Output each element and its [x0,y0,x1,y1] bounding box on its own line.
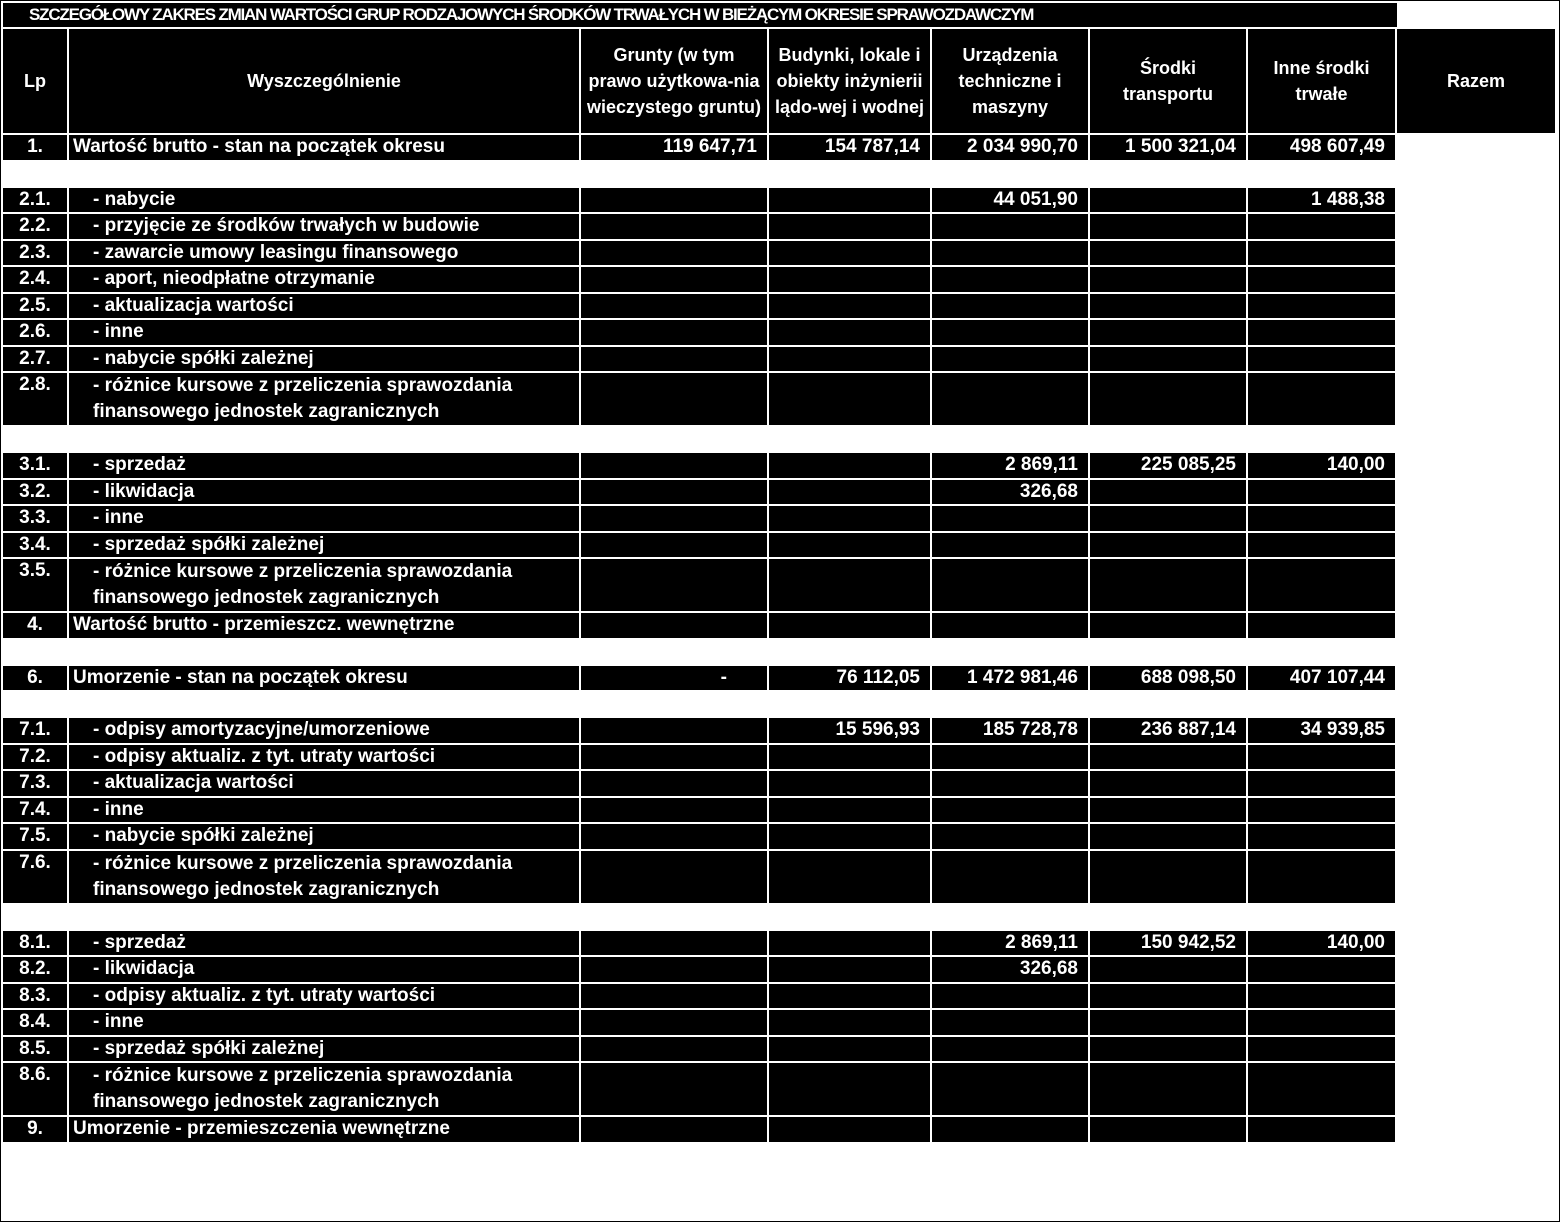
cell-other-assets: 140,00 [1248,931,1395,956]
table-row [3,480,1555,505]
cell-total-empty [1397,718,1555,743]
table-row [3,931,1555,956]
cell-transport [1090,1010,1246,1035]
cell-transport [1090,1063,1246,1115]
table-row [3,188,1555,213]
cell-total-empty [1397,135,1555,160]
cell-transport [1090,824,1246,849]
cell-land [581,559,767,611]
cell-machinery [932,771,1088,796]
row-lp: 8.3. [3,984,67,1009]
header-description: Wyszczególnienie [69,29,579,133]
cell-transport [1090,347,1246,372]
cell-total-empty [1397,347,1555,372]
cell-machinery [932,1010,1088,1035]
row-description: - sprzedaż spółki zależnej [69,533,579,558]
cell-transport [1090,851,1246,903]
cell-other-assets: 498 607,49 [1248,135,1395,160]
cell-total-empty [1397,851,1555,903]
cell-buildings [769,1037,930,1062]
row-lp: 8.4. [3,1010,67,1035]
cell-land [581,957,767,982]
cell-transport [1090,745,1246,770]
cell-total-empty [1397,798,1555,823]
row-lp: 2.6. [3,320,67,345]
cell-land [581,506,767,531]
cell-machinery [932,798,1088,823]
cell-machinery: 326,68 [932,480,1088,505]
table-row [3,294,1555,319]
cell-land [581,798,767,823]
row-description: - inne [69,506,579,531]
cell-land [581,1010,767,1035]
row-description: Umorzenie - przemieszczenia wewnętrzne [69,1117,579,1142]
row-description: - inne [69,798,579,823]
cell-land [581,294,767,319]
cell-other-assets [1248,1010,1395,1035]
table-row [3,453,1555,478]
cell-other-assets [1248,957,1395,982]
cell-machinery [932,1117,1088,1142]
cell-transport [1090,984,1246,1009]
cell-other-assets [1248,798,1395,823]
row-description: - inne [69,320,579,345]
cell-machinery [932,373,1088,425]
table-row [3,771,1555,796]
cell-buildings [769,480,930,505]
cell-buildings [769,188,930,213]
cell-transport [1090,533,1246,558]
cell-transport: 225 085,25 [1090,453,1246,478]
table-row [3,373,1555,425]
cell-land [581,373,767,425]
table-row [3,824,1555,849]
cell-total-empty [1397,1037,1555,1062]
cell-buildings [769,347,930,372]
table-row [3,267,1555,292]
row-lp: 2.5. [3,294,67,319]
cell-other-assets [1248,613,1395,638]
cell-other-assets [1248,1063,1395,1115]
cell-land [581,984,767,1009]
cell-buildings [769,984,930,1009]
cell-buildings [769,613,930,638]
cell-land [581,745,767,770]
cell-machinery [932,824,1088,849]
row-description: - różnice kursowe z przeliczenia sprawozdania finansowego jednostek zagranicznych [69,1063,579,1115]
table-row [3,1063,1555,1115]
table-row [3,718,1555,743]
cell-other-assets [1248,506,1395,531]
cell-land [581,771,767,796]
cell-total-empty [1397,957,1555,982]
cell-transport [1090,480,1246,505]
row-description: - różnice kursowe z przeliczenia sprawozdania finansowego jednostek zagranicznych [69,851,579,903]
fixed-assets-table [1,27,1557,1144]
cell-buildings [769,1010,930,1035]
cell-buildings [769,931,930,956]
cell-total-empty [1397,931,1555,956]
row-lp: 2.7. [3,347,67,372]
cell-total-empty [1397,613,1555,638]
row-lp: 4. [3,613,67,638]
cell-buildings [769,506,930,531]
row-lp: 8.6. [3,1063,67,1115]
cell-machinery [932,320,1088,345]
cell-other-assets [1248,267,1395,292]
row-description: Umorzenie - stan na początek okresu [69,666,579,691]
cell-total-empty [1397,533,1555,558]
cell-total-empty [1397,824,1555,849]
cell-transport [1090,267,1246,292]
cell-transport [1090,188,1246,213]
cell-machinery: 44 051,90 [932,188,1088,213]
cell-other-assets [1248,294,1395,319]
row-description: - likwidacja [69,480,579,505]
row-description: Wartość brutto - stan na początek okresu [69,135,579,160]
row-description: - odpisy amortyzacyjne/umorzeniowe [69,718,579,743]
cell-total-empty [1397,453,1555,478]
cell-buildings [769,771,930,796]
cell-total-empty [1397,241,1555,266]
cell-machinery [932,294,1088,319]
row-lp: 1. [3,135,67,160]
table-row [3,851,1555,903]
cell-total-empty [1397,559,1555,611]
cell-buildings [769,824,930,849]
cell-land [581,718,767,743]
cell-buildings [769,533,930,558]
cell-total-empty [1397,506,1555,531]
cell-total-empty [1397,320,1555,345]
cell-transport: 236 887,14 [1090,718,1246,743]
cell-machinery [932,745,1088,770]
row-lp: 7.2. [3,745,67,770]
table-row [3,798,1555,823]
cell-land [581,931,767,956]
table-row [3,1117,1555,1142]
cell-machinery: 2 869,11 [932,931,1088,956]
spacer-row [3,905,1555,929]
cell-other-assets [1248,214,1395,239]
cell-buildings [769,294,930,319]
cell-transport [1090,613,1246,638]
header-row [3,29,1555,133]
cell-machinery: 185 728,78 [932,718,1088,743]
header-other-assets: Inne środki trwałe [1248,29,1395,133]
cell-other-assets [1248,771,1395,796]
cell-buildings [769,1063,930,1115]
cell-total-empty [1397,480,1555,505]
row-description: - nabycie spółki zależnej [69,824,579,849]
table-row [3,214,1555,239]
cell-machinery: 1 472 981,46 [932,666,1088,691]
cell-other-assets [1248,347,1395,372]
cell-other-assets [1248,373,1395,425]
row-description: - nabycie spółki zależnej [69,347,579,372]
table-row [3,135,1555,160]
row-lp: 3.3. [3,506,67,531]
table-row [3,745,1555,770]
cell-other-assets [1248,241,1395,266]
cell-buildings: 15 596,93 [769,718,930,743]
cell-other-assets [1248,824,1395,849]
cell-buildings [769,241,930,266]
row-description: - sprzedaż [69,453,579,478]
cell-machinery: 2 034 990,70 [932,135,1088,160]
cell-other-assets [1248,1037,1395,1062]
row-description: - różnice kursowe z przeliczenia sprawozdania finansowego jednostek zagranicznych [69,373,579,425]
cell-other-assets [1248,984,1395,1009]
table-row [3,347,1555,372]
row-description: - sprzedaż [69,931,579,956]
cell-land [581,241,767,266]
cell-other-assets [1248,320,1395,345]
row-description: - nabycie [69,188,579,213]
row-description: - likwidacja [69,957,579,982]
table-row [3,666,1555,691]
row-lp: 3.4. [3,533,67,558]
cell-land [581,1037,767,1062]
row-description: - odpisy aktualiz. z tyt. utraty wartości [69,984,579,1009]
cell-buildings [769,453,930,478]
cell-total-empty [1397,666,1555,691]
cell-land [581,320,767,345]
cell-buildings [769,214,930,239]
cell-total-empty [1397,1010,1555,1035]
cell-buildings: 154 787,14 [769,135,930,160]
cell-land [581,347,767,372]
cell-transport [1090,957,1246,982]
cell-total-empty [1397,771,1555,796]
row-lp: 7.5. [3,824,67,849]
cell-transport [1090,559,1246,611]
row-description: - sprzedaż spółki zależnej [69,1037,579,1062]
cell-machinery [932,347,1088,372]
cell-land [581,824,767,849]
cell-other-assets: 407 107,44 [1248,666,1395,691]
cell-buildings [769,373,930,425]
table-row [3,613,1555,638]
table-row [3,559,1555,611]
cell-total-empty [1397,1117,1555,1142]
cell-machinery [932,851,1088,903]
cell-total-empty [1397,1063,1555,1115]
cell-land [581,533,767,558]
row-description: - aktualizacja wartości [69,294,579,319]
row-lp: 8.5. [3,1037,67,1062]
row-description: - inne [69,1010,579,1035]
cell-machinery [932,613,1088,638]
cell-machinery: 2 869,11 [932,453,1088,478]
header-lp: Lp [3,29,67,133]
cell-machinery [932,533,1088,558]
cell-land: 119 647,71 [581,135,767,160]
cell-machinery [932,267,1088,292]
cell-land [581,188,767,213]
cell-machinery [932,1063,1088,1115]
cell-machinery [932,214,1088,239]
cell-transport [1090,373,1246,425]
cell-buildings [769,851,930,903]
cell-transport [1090,506,1246,531]
cell-land [581,267,767,292]
cell-other-assets [1248,533,1395,558]
cell-other-assets [1248,1117,1395,1142]
table-row [3,506,1555,531]
spacer-row [3,162,1555,186]
row-description: - przyjęcie ze środków trwałych w budowie [69,214,579,239]
cell-machinery [932,559,1088,611]
table-row [3,1010,1555,1035]
cell-transport: 150 942,52 [1090,931,1246,956]
cell-total-empty [1397,214,1555,239]
row-lp: 9. [3,1117,67,1142]
cell-buildings [769,957,930,982]
cell-other-assets: 34 939,85 [1248,718,1395,743]
cell-transport [1090,1117,1246,1142]
cell-total-empty [1397,984,1555,1009]
cell-land [581,1063,767,1115]
cell-buildings [769,559,930,611]
cell-total-empty [1397,294,1555,319]
cell-total-empty [1397,373,1555,425]
cell-transport [1090,294,1246,319]
header-buildings: Budynki, lokale i obiekty inżynierii lądo-wej i wodnej [769,29,930,133]
row-lp: 7.1. [3,718,67,743]
header-land: Grunty (w tym prawo użytkowa-nia wieczystego gruntu) [581,29,767,133]
row-description: - aktualizacja wartości [69,771,579,796]
cell-machinery: 326,68 [932,957,1088,982]
cell-other-assets: 140,00 [1248,453,1395,478]
cell-other-assets: 1 488,38 [1248,188,1395,213]
row-lp: 8.2. [3,957,67,982]
cell-other-assets [1248,480,1395,505]
table-row [3,1037,1555,1062]
header-total: Razem [1397,29,1555,133]
row-description: - różnice kursowe z przeliczenia sprawozdania finansowego jednostek zagranicznych [69,559,579,611]
row-lp: 7.4. [3,798,67,823]
row-lp: 6. [3,666,67,691]
row-description: - odpisy aktualiz. z tyt. utraty wartości [69,745,579,770]
table-row [3,984,1555,1009]
cell-other-assets [1248,559,1395,611]
cell-land [581,214,767,239]
cell-buildings [769,798,930,823]
row-description: - zawarcie umowy leasingu finansowego [69,241,579,266]
cell-total-empty [1397,188,1555,213]
row-lp: 8.1. [3,931,67,956]
row-description: - aport, nieodpłatne otrzymanie [69,267,579,292]
row-description: Wartość brutto - przemieszcz. wewnętrzne [69,613,579,638]
cell-buildings [769,1117,930,1142]
cell-transport [1090,320,1246,345]
cell-machinery [932,1037,1088,1062]
cell-other-assets [1248,745,1395,770]
table-row [3,241,1555,266]
cell-land [581,453,767,478]
row-lp: 3.1. [3,453,67,478]
cell-buildings: 76 112,05 [769,666,930,691]
cell-machinery [932,506,1088,531]
cell-land [581,613,767,638]
cell-transport [1090,771,1246,796]
cell-buildings [769,320,930,345]
row-lp: 2.3. [3,241,67,266]
row-lp: 2.8. [3,373,67,425]
table-row [3,533,1555,558]
cell-machinery [932,241,1088,266]
spacer-row [3,692,1555,716]
cell-transport [1090,214,1246,239]
cell-land: - [581,666,767,691]
header-machinery: Urządzenia techniczne i maszyny [932,29,1088,133]
cell-transport [1090,1037,1246,1062]
row-lp: 3.5. [3,559,67,611]
table-title: SZCZEGÓŁOWY ZAKRES ZMIAN WARTOŚCI GRUP RODZAJOWYCH ŚRODKÓW TRWAŁYCH W BIEŻĄCYM OKRESIE SPRAWOZDAWCZYM [3,3,1397,27]
cell-other-assets [1248,851,1395,903]
row-lp: 2.4. [3,267,67,292]
cell-total-empty [1397,267,1555,292]
spacer-row [3,427,1555,451]
cell-total-empty [1397,745,1555,770]
cell-land [581,1117,767,1142]
row-lp: 7.6. [3,851,67,903]
cell-transport [1090,798,1246,823]
cell-transport: 688 098,50 [1090,666,1246,691]
spacer-row [3,640,1555,664]
cell-machinery [932,984,1088,1009]
table-row [3,320,1555,345]
cell-buildings [769,267,930,292]
cell-transport: 1 500 321,04 [1090,135,1246,160]
row-lp: 2.2. [3,214,67,239]
header-transport: Środki transportu [1090,29,1246,133]
table-row [3,957,1555,982]
row-lp: 2.1. [3,188,67,213]
cell-transport [1090,241,1246,266]
cell-buildings [769,745,930,770]
cell-land [581,851,767,903]
row-lp: 7.3. [3,771,67,796]
row-lp: 3.2. [3,480,67,505]
cell-land [581,480,767,505]
